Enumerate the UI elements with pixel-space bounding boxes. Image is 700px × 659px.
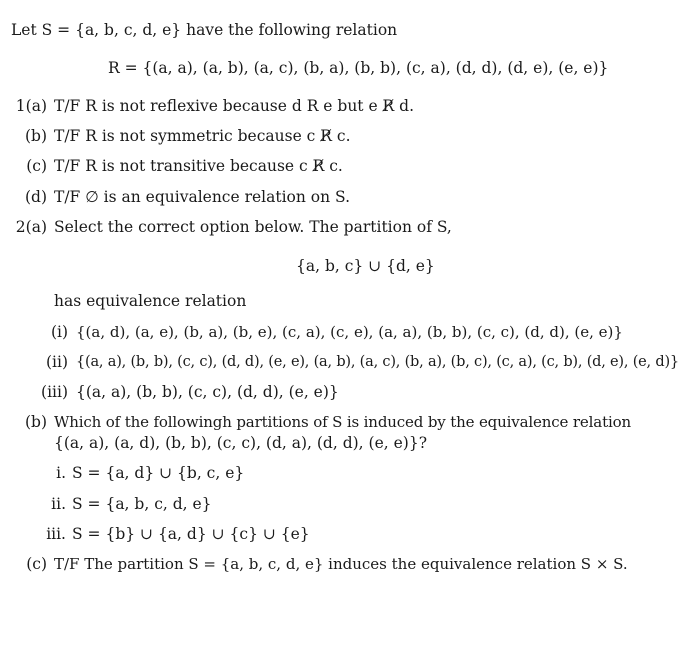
- intro-text: Let S = {a, b, c, d, e} have the following relation: [11, 21, 398, 39]
- q1b-text: T/F R is not symmetric because c R̸ c.: [54, 127, 351, 145]
- b-option-i-label: i.: [56, 464, 66, 482]
- q2a-text: Select the correct option below. The partition of S,: [54, 218, 452, 236]
- b-option-iii-text: S = {b} ∪ {a, d} ∪ {c} ∪ {e}: [72, 525, 310, 543]
- b-option-i-text: S = {a, d} ∪ {b, c, e}: [72, 464, 245, 482]
- q1b-label: (b): [24, 127, 47, 145]
- option-ii-label: (ii): [45, 353, 68, 371]
- q1c-text: T/F R is not transitive because c R̸ c.: [54, 157, 343, 175]
- option-i-label: (i): [50, 323, 68, 341]
- q2b-label: (b): [24, 413, 47, 431]
- b-option-ii-text: S = {a, b, c, d, e}: [72, 495, 212, 513]
- option-iii-text: {(a, a), (b, b), (c, c), (d, d), (e, e)}: [76, 383, 339, 401]
- q1d-text: T/F ∅ is an equivalence relation on S.: [54, 188, 351, 206]
- b-option-ii-label: ii.: [51, 495, 66, 513]
- b-option-iii-label: iii.: [46, 525, 66, 543]
- q1d-label: (d): [24, 188, 47, 206]
- has-relation-text: has equivalence relation: [54, 292, 247, 310]
- q1c-label: (c): [26, 157, 47, 175]
- q2a-label: 2(a): [15, 218, 47, 236]
- option-ii-text: {(a, a), (b, b), (c, c), (d, d), (e, e), (a, b), (a, c), (b, a), (b, c), (c, a), (c, b), (d, e), (e, d)}: [76, 354, 679, 370]
- q1a-label: 1(a): [15, 97, 47, 115]
- option-i-text: {(a, d), (a, e), (b, a), (b, e), (c, a), (c, e), (a, a), (b, b), (c, c), (d, d), (e, e)}: [76, 323, 623, 341]
- q2b-text-line2: {(a, a), (a, d), (b, b), (c, c), (d, a), (d, d), (e, e)}?: [54, 434, 427, 452]
- option-iii-label: (iii): [41, 383, 68, 401]
- q2c-label: (c): [26, 555, 47, 573]
- partition-set: {a, b, c} ∪ {d, e}: [296, 257, 435, 275]
- q2c-text: T/F The partition S = {a, b, c, d, e} induces the equivalence relation S × S.: [54, 555, 628, 573]
- q2b-text-line1: Which of the followingh partitions of S is induced by the equivalence relation: [54, 413, 631, 431]
- q1a-text: T/F R is not reflexive because d R e but e R̸ d.: [54, 97, 415, 115]
- relation-r: R = {(a, a), (a, b), (a, c), (b, a), (b, b), (c, a), (d, d), (d, e), (e, e)}: [108, 59, 609, 77]
